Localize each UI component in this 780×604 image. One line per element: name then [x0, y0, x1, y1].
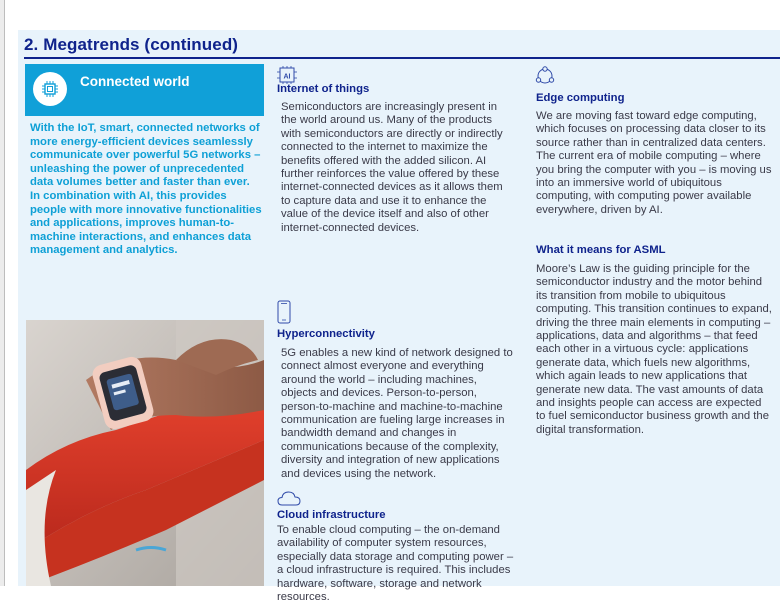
window-top-area — [0, 0, 780, 30]
iot-title: Internet of things — [277, 83, 370, 95]
connected-world-banner — [25, 64, 264, 116]
hyperconnectivity-title: Hyperconnectivity — [277, 328, 375, 340]
title-rule — [24, 57, 780, 59]
ai-chip-icon — [277, 66, 297, 84]
smartwatch-photo-illustration — [26, 320, 264, 586]
edge-computing-text: We are moving fast toward edge computing, which focuses on processing data closer to its source rather than in centralized data centers. The current era of mobile computing – where you bring the computer with you – is moving us into an immersive world of ubiquitous computing, with computing power available everywhere, driven by AI. — [536, 110, 772, 216]
cloud-infrastructure-title: Cloud infrastructure — [277, 509, 386, 521]
asml-text: Moore’s Law is the guiding principle for the semiconductor industry and the motor behind its transition from mobile to ubiquitous computing. This transition continues to expand, driving the three main elements in computing – applications, data and algorithms – that feed each other in a virtuous cycle: applications generate data, which fuels new algorithms, which again leads to new applications that generate new data. The vast amounts of data and insights people can access are expected to fuel semiconductor business growth and the digital transformation. — [536, 263, 772, 436]
ai-icon-label: AI — [283, 73, 291, 81]
connected-world-intro: With the IoT, smart, connected networks of more energy-efficient devices seamlessly communicate over powerful 5G networks – unleashing the power of unprecedented data volumes better and faster than ever. In combination with AI, this provides people with more innovative functionalities and applications, improves human-to-machine interactions, and enhances data management and analytics. — [30, 122, 262, 257]
cloud-icon — [277, 490, 301, 506]
hyperconnectivity-text: 5G enables a new kind of network designed to connect almost everyone and everything around the world – including machines, objects and devices. Person-to-person, person-to-machine and machine-to-machine communication are fueling large increases in bandwidth demand and changes in communications because of the complexity, diversity and integration of new applications and devices using the network. — [281, 347, 513, 480]
chip-icon — [41, 80, 59, 98]
chip-icon-circle — [33, 72, 67, 106]
cloud-infrastructure-text: To enable cloud computing – the on-demand availability of computer system resources, especially data storage and computing power – a cloud infrastructure is required. This includes hardware, software, storage and network resources. — [277, 524, 514, 604]
page-title: 2. Megatrends (continued) — [24, 35, 239, 54]
left-edge-line — [0, 0, 5, 586]
asml-title: What it means for ASML — [536, 244, 666, 256]
document-page — [18, 30, 780, 604]
edge-network-icon — [534, 66, 556, 86]
iot-text: Semiconductors are increasingly present in the world around us. Many of the products with semiconductors are directly or indirectly connected to the internet to maximize the benefits offered with the added silicon. AI further reinforces the value offered by these internet-connected devices as it allows them to capture data and use it to enhance the value of the device itself and also of other internet-connected devices. — [281, 101, 503, 234]
connected-world-title: Connected world — [80, 74, 190, 89]
smartwatch-photo — [26, 320, 264, 586]
phone-icon — [277, 300, 291, 324]
edge-computing-title: Edge computing — [536, 92, 625, 104]
